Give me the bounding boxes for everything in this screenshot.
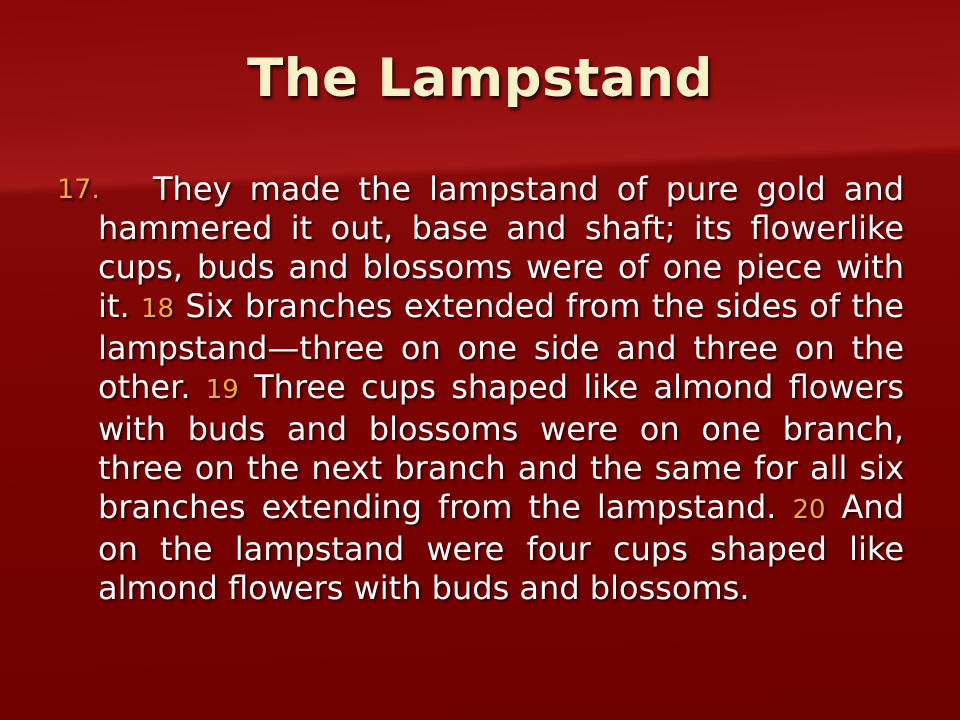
verse-text: And on the lampstand were four cups shaped like almond flowers with buds and blossoms. — [98, 488, 905, 607]
verse-text: Three cups shaped like almond flowers with buds and blossoms were on one branch, three on the next branch and the same for all six branches extending from the lampstand. — [98, 368, 905, 526]
list-item — [57, 170, 905, 608]
verse-number: 20 — [792, 495, 826, 525]
slide-title: The Lampstand — [247, 48, 713, 109]
verse-text: They made the lampstand of pure gold and hammered it out, base and shaft; its flowerlike cups, buds and blossoms were of one piece with it. — [98, 170, 904, 325]
verse-number: 18 — [140, 294, 175, 324]
verse-text: Six branches extended from the sides of the lampstand—three on one side and three on the other. — [98, 287, 904, 406]
slide-body — [57, 170, 905, 608]
verse-number: 19 — [205, 375, 239, 405]
list-item-text — [98, 170, 904, 608]
list-item-number: 17. — [57, 174, 100, 205]
